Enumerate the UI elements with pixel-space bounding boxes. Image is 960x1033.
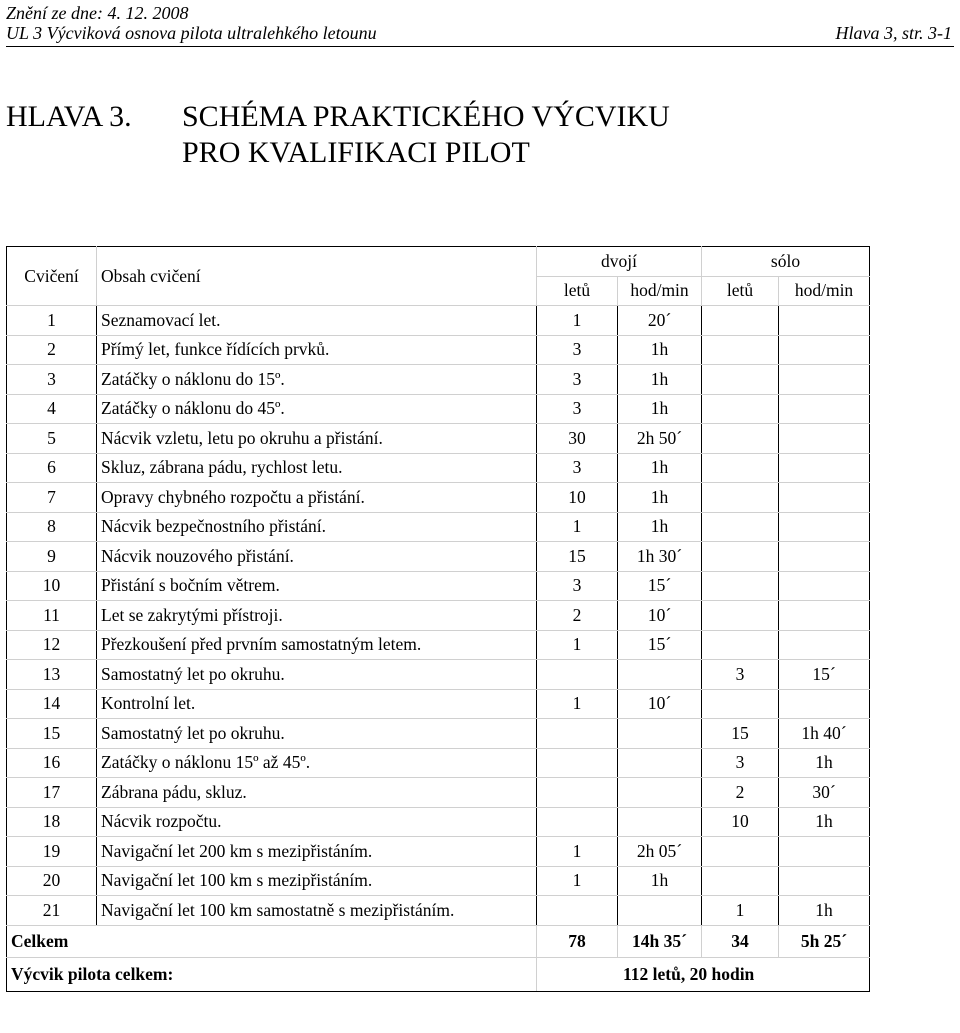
exercise-number: 11 (7, 601, 97, 631)
exercise-number: 17 (7, 778, 97, 808)
dual-time: 1h (618, 866, 702, 896)
dual-time: 15´ (618, 571, 702, 601)
dual-flights: 15 (537, 542, 618, 572)
dual-time: 1h 30´ (618, 542, 702, 572)
exercise-description: Přistání s bočním větrem. (97, 571, 537, 601)
exercise-number: 7 (7, 483, 97, 513)
dual-time (618, 807, 702, 837)
header-doc-title: UL 3 Výcviková osnova pilota ultralehkého letounu (6, 23, 377, 43)
table-row (7, 778, 870, 808)
exercise-description: Nácvik rozpočtu. (97, 807, 537, 837)
chapter-label: HLAVA 3. (6, 100, 132, 133)
table-row (7, 365, 870, 395)
solo-flights: 3 (702, 660, 779, 690)
col-header-solo-flights: letů (702, 276, 779, 306)
dual-time: 1h (618, 394, 702, 424)
dual-flights: 3 (537, 394, 618, 424)
exercise-description: Navigační let 100 km s mezipřistáním. (97, 866, 537, 896)
exercise-description: Přímý let, funkce řídících prvků. (97, 335, 537, 365)
total-label: Celkem (7, 925, 537, 957)
col-header-dual-time: hod/min (618, 276, 702, 306)
table-row (7, 601, 870, 631)
exercise-number: 14 (7, 689, 97, 719)
exercise-description: Opravy chybného rozpočtu a přistání. (97, 483, 537, 513)
exercise-number: 21 (7, 896, 97, 926)
dual-time (618, 778, 702, 808)
dual-time: 1h (618, 453, 702, 483)
table-row (7, 306, 870, 336)
solo-flights: 10 (702, 807, 779, 837)
solo-flights (702, 630, 779, 660)
solo-flights (702, 306, 779, 336)
dual-time: 1h (618, 512, 702, 542)
total-solo-flights: 34 (702, 925, 779, 957)
dual-time: 10´ (618, 601, 702, 631)
exercise-description: Zatáčky o náklonu do 45º. (97, 394, 537, 424)
exercise-number: 18 (7, 807, 97, 837)
exercise-number: 8 (7, 512, 97, 542)
table-row (7, 896, 870, 926)
header-divider (6, 46, 954, 47)
exercise-description: Zábrana pádu, skluz. (97, 778, 537, 808)
solo-time (779, 837, 870, 867)
exercise-number: 2 (7, 335, 97, 365)
solo-time (779, 542, 870, 572)
dual-flights: 1 (537, 306, 618, 336)
solo-flights (702, 689, 779, 719)
col-header-content: Obsah cvičení (97, 247, 537, 306)
solo-flights (702, 866, 779, 896)
solo-time (779, 394, 870, 424)
table-row (7, 335, 870, 365)
exercise-description: Samostatný let po okruhu. (97, 719, 537, 749)
solo-flights (702, 837, 779, 867)
col-header-solo-time: hod/min (779, 276, 870, 306)
exercise-description: Kontrolní let. (97, 689, 537, 719)
exercise-description: Navigační let 200 km s mezipřistáním. (97, 837, 537, 867)
exercise-number: 5 (7, 424, 97, 454)
solo-time (779, 512, 870, 542)
exercise-description: Zatáčky o náklonu do 15º. (97, 365, 537, 395)
exercise-number: 3 (7, 365, 97, 395)
grand-total-value: 112 letů, 20 hodin (537, 957, 870, 991)
dual-time: 1h (618, 365, 702, 395)
col-header-exercise: Cvičení (7, 247, 97, 306)
col-header-dual-flights: letů (537, 276, 618, 306)
exercise-description: Nácvik bezpečnostního přistání. (97, 512, 537, 542)
exercise-description: Samostatný let po okruhu. (97, 660, 537, 690)
exercise-description: Skluz, zábrana pádu, rychlost letu. (97, 453, 537, 483)
dual-flights (537, 778, 618, 808)
exercise-description: Nácvik vzletu, letu po okruhu a přistání. (97, 424, 537, 454)
table-row (7, 483, 870, 513)
dual-time (618, 719, 702, 749)
solo-flights: 15 (702, 719, 779, 749)
solo-flights (702, 601, 779, 631)
solo-time (779, 335, 870, 365)
dual-flights (537, 748, 618, 778)
total-solo-time: 5h 25´ (779, 925, 870, 957)
col-group-dual: dvojí (537, 247, 702, 277)
solo-time: 1h (779, 807, 870, 837)
exercise-description: Nácvik nouzového přistání. (97, 542, 537, 572)
exercise-number: 9 (7, 542, 97, 572)
dual-time: 1h (618, 335, 702, 365)
table-row (7, 453, 870, 483)
table-row (7, 866, 870, 896)
exercise-number: 15 (7, 719, 97, 749)
dual-time: 1h (618, 483, 702, 513)
training-schedule-table (6, 246, 870, 992)
dual-time (618, 896, 702, 926)
exercise-description: Let se zakrytými přístroji. (97, 601, 537, 631)
dual-flights: 3 (537, 335, 618, 365)
table-row (7, 424, 870, 454)
dual-time: 15´ (618, 630, 702, 660)
exercise-description: Zatáčky o náklonu 15º až 45º. (97, 748, 537, 778)
header-page-ref: Hlava 3, str. 3-1 (835, 23, 952, 43)
solo-flights (702, 512, 779, 542)
dual-flights: 3 (537, 571, 618, 601)
dual-time: 20´ (618, 306, 702, 336)
exercise-number: 12 (7, 630, 97, 660)
solo-flights (702, 453, 779, 483)
table-row (7, 512, 870, 542)
dual-time (618, 748, 702, 778)
exercise-number: 1 (7, 306, 97, 336)
exercise-number: 16 (7, 748, 97, 778)
exercise-number: 20 (7, 866, 97, 896)
table-row (7, 748, 870, 778)
total-dual-time: 14h 35´ (618, 925, 702, 957)
table-row (7, 542, 870, 572)
solo-flights: 3 (702, 748, 779, 778)
table-row (7, 571, 870, 601)
exercise-description: Seznamovací let. (97, 306, 537, 336)
dual-flights (537, 807, 618, 837)
solo-time (779, 424, 870, 454)
table-row (7, 394, 870, 424)
dual-flights: 1 (537, 630, 618, 660)
solo-flights (702, 394, 779, 424)
header-doc-line (6, 22, 952, 44)
table-row (7, 807, 870, 837)
solo-flights: 2 (702, 778, 779, 808)
dual-flights: 1 (537, 512, 618, 542)
solo-flights (702, 335, 779, 365)
table-row (7, 837, 870, 867)
chapter-title-line2: PRO KVALIFIKACI PILOT (182, 136, 530, 169)
solo-time (779, 601, 870, 631)
solo-time (779, 571, 870, 601)
dual-flights: 10 (537, 483, 618, 513)
solo-time (779, 866, 870, 896)
dual-flights: 1 (537, 866, 618, 896)
solo-time: 15´ (779, 660, 870, 690)
solo-time (779, 630, 870, 660)
dual-flights: 3 (537, 453, 618, 483)
col-group-solo: sólo (702, 247, 870, 277)
total-dual-flights: 78 (537, 925, 618, 957)
solo-time (779, 453, 870, 483)
table-row (7, 660, 870, 690)
dual-time (618, 660, 702, 690)
solo-time (779, 483, 870, 513)
solo-flights (702, 571, 779, 601)
dual-flights: 30 (537, 424, 618, 454)
solo-time: 30´ (779, 778, 870, 808)
dual-flights: 1 (537, 689, 618, 719)
exercise-description: Přezkoušení před prvním samostatným letem. (97, 630, 537, 660)
solo-flights (702, 365, 779, 395)
solo-flights (702, 424, 779, 454)
grand-total-label: Výcvik pilota celkem: (7, 957, 537, 991)
exercise-description: Navigační let 100 km samostatně s mezipřistáním. (97, 896, 537, 926)
header-date: Znění ze dne: 4. 12. 2008 (6, 3, 189, 23)
dual-time: 10´ (618, 689, 702, 719)
solo-flights (702, 483, 779, 513)
dual-flights: 2 (537, 601, 618, 631)
table-row (7, 630, 870, 660)
exercise-number: 6 (7, 453, 97, 483)
solo-time: 1h 40´ (779, 719, 870, 749)
exercise-number: 4 (7, 394, 97, 424)
exercise-number: 10 (7, 571, 97, 601)
dual-time: 2h 05´ (618, 837, 702, 867)
dual-flights (537, 660, 618, 690)
table-row (7, 689, 870, 719)
solo-time (779, 306, 870, 336)
dual-flights (537, 896, 618, 926)
solo-flights (702, 542, 779, 572)
solo-time (779, 365, 870, 395)
solo-time: 1h (779, 896, 870, 926)
dual-flights (537, 719, 618, 749)
chapter-title-line1: SCHÉMA PRAKTICKÉHO VÝCVIKU (182, 100, 670, 133)
dual-flights: 3 (537, 365, 618, 395)
exercise-number: 13 (7, 660, 97, 690)
exercise-number: 19 (7, 837, 97, 867)
dual-time: 2h 50´ (618, 424, 702, 454)
solo-time: 1h (779, 748, 870, 778)
dual-flights: 1 (537, 837, 618, 867)
solo-flights: 1 (702, 896, 779, 926)
table-row (7, 719, 870, 749)
solo-time (779, 689, 870, 719)
